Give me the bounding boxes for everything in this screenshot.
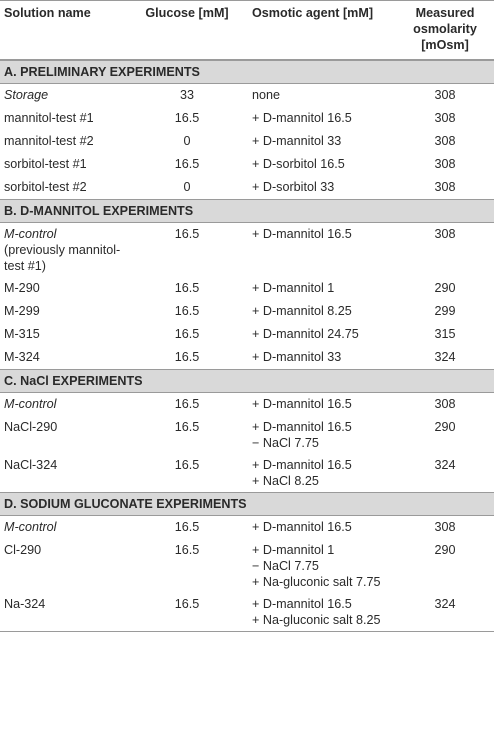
cell-measured-osmolarity: 299 bbox=[434, 304, 456, 318]
solution-name-text: Storage bbox=[4, 88, 49, 102]
cell-solution-name bbox=[0, 539, 126, 593]
cell-solution-name bbox=[0, 300, 126, 323]
osmotic-agent-line: + D-mannitol 1 bbox=[252, 543, 335, 557]
osmotic-agent-line: + D-sorbitol 33 bbox=[252, 180, 335, 194]
cell-glucose: 16.5 bbox=[174, 543, 200, 557]
cell-osmotic-agent bbox=[248, 223, 396, 278]
table-header-row bbox=[0, 1, 494, 61]
cell-glucose: 16.5 bbox=[174, 157, 200, 171]
section-header-row bbox=[0, 200, 494, 223]
cell-glucose: 0 bbox=[183, 134, 191, 148]
table-row bbox=[0, 516, 494, 540]
cell-solution-name bbox=[0, 277, 126, 300]
cell-osmotic-agent bbox=[248, 300, 396, 323]
cell-measured-osmolarity: 315 bbox=[434, 327, 456, 341]
table-body bbox=[0, 60, 494, 632]
section-header-row bbox=[0, 370, 494, 393]
osmotic-agent-line: − NaCl 7.75 bbox=[252, 559, 319, 573]
osmotic-agent-line: + D-mannitol 16.5 bbox=[252, 458, 352, 472]
cell-measured-osmolarity: 324 bbox=[396, 593, 494, 632]
header-osmotic-agent: Osmotic agent [mM] bbox=[248, 1, 396, 61]
section-title: B. D-MANNITOL EXPERIMENTS bbox=[0, 200, 494, 223]
table-row bbox=[0, 84, 494, 108]
osmotic-agent-line: + D-mannitol 8.25 bbox=[252, 304, 352, 318]
cell-glucose: 16.5 bbox=[174, 227, 200, 241]
solution-name-text: mannitol-test #2 bbox=[4, 134, 94, 148]
header-solution-name: Solution name bbox=[0, 1, 126, 61]
cell-osmotic-agent bbox=[248, 130, 396, 153]
cell-solution-name bbox=[0, 593, 126, 632]
table-row bbox=[0, 300, 494, 323]
cell-osmotic-agent bbox=[248, 323, 396, 346]
osmotic-agent-line: + D-mannitol 16.5 bbox=[252, 397, 352, 411]
cell-osmotic-agent bbox=[248, 454, 396, 493]
osmotic-agent-line: + D-mannitol 33 bbox=[252, 350, 342, 364]
osmotic-agent-line: + D-mannitol 16.5 bbox=[252, 111, 352, 125]
cell-osmotic-agent bbox=[248, 346, 396, 370]
osmotic-agent-line: + D-mannitol 16.5 bbox=[252, 597, 352, 611]
cell-osmotic-agent bbox=[248, 153, 396, 176]
cell-solution-name bbox=[0, 176, 126, 200]
header-measured-osmolarity: Measured osmolarity [mOsm] bbox=[396, 1, 494, 61]
table-row bbox=[0, 593, 494, 632]
solution-name-text: Na-324 bbox=[4, 597, 46, 611]
cell-glucose: 16.5 bbox=[174, 458, 200, 472]
cell-osmotic-agent bbox=[248, 516, 396, 540]
cell-measured-osmolarity: 324 bbox=[434, 350, 456, 364]
cell-solution-name bbox=[0, 346, 126, 370]
cell-glucose: 16.5 bbox=[174, 327, 200, 341]
cell-solution-name bbox=[0, 153, 126, 176]
cell-solution-name bbox=[0, 84, 126, 108]
solution-name-text: M-control bbox=[4, 520, 57, 534]
cell-solution-name bbox=[0, 223, 126, 278]
cell-osmotic-agent bbox=[248, 593, 396, 632]
cell-measured-osmolarity: 308 bbox=[434, 88, 456, 102]
cell-osmotic-agent bbox=[248, 107, 396, 130]
osmotic-agent-line: none bbox=[252, 88, 281, 102]
table-row bbox=[0, 323, 494, 346]
solution-name-text: M-290 bbox=[4, 281, 40, 295]
solution-name-text: sorbitol-test #2 bbox=[4, 180, 87, 194]
table-row bbox=[0, 416, 494, 454]
cell-measured-osmolarity: 308 bbox=[434, 180, 456, 194]
cell-glucose: 16.5 bbox=[174, 420, 200, 434]
table-row bbox=[0, 130, 494, 153]
cell-solution-name bbox=[0, 516, 126, 540]
osmotic-agent-line: + Na-gluconic salt 8.25 bbox=[252, 613, 381, 627]
solution-name-text: M-299 bbox=[4, 304, 40, 318]
cell-osmotic-agent bbox=[248, 277, 396, 300]
cell-glucose: 16.5 bbox=[174, 350, 200, 364]
cell-solution-name bbox=[0, 323, 126, 346]
cell-measured-osmolarity: 290 bbox=[434, 420, 456, 434]
osmotic-agent-line: + D-mannitol 16.5 bbox=[252, 520, 352, 534]
cell-measured-osmolarity: 308 bbox=[434, 134, 456, 148]
cell-measured-osmolarity: 290 bbox=[434, 281, 456, 295]
osmotic-agent-line: + D-sorbitol 16.5 bbox=[252, 157, 345, 171]
cell-solution-name bbox=[0, 393, 126, 417]
cell-measured-osmolarity: 290 bbox=[434, 543, 456, 557]
solution-name-text: NaCl-324 bbox=[4, 458, 58, 472]
osmotic-agent-line: + D-mannitol 1 bbox=[252, 281, 335, 295]
cell-measured-osmolarity: 308 bbox=[434, 397, 456, 411]
cell-glucose: 16.5 bbox=[174, 520, 200, 534]
table-row bbox=[0, 346, 494, 370]
cell-osmotic-agent bbox=[248, 539, 396, 593]
table-row bbox=[0, 539, 494, 593]
section-header-row bbox=[0, 60, 494, 84]
osmotic-agent-line: + D-mannitol 24.75 bbox=[252, 327, 359, 341]
solution-name-text: M-control bbox=[4, 397, 57, 411]
cell-measured-osmolarity: 308 bbox=[434, 157, 456, 171]
osmotic-agent-line: + NaCl 8.25 bbox=[252, 474, 319, 488]
cell-glucose: 16.5 bbox=[174, 304, 200, 318]
table-row bbox=[0, 393, 494, 417]
header-glucose: Glucose [mM] bbox=[126, 1, 248, 61]
cell-measured-osmolarity: 308 bbox=[434, 227, 456, 241]
cell-glucose: 0 bbox=[183, 180, 191, 194]
cell-solution-name bbox=[0, 416, 126, 454]
solution-name-text: M-324 bbox=[4, 350, 40, 364]
section-title: A. PRELIMINARY EXPERIMENTS bbox=[0, 60, 494, 84]
table-row bbox=[0, 107, 494, 130]
table-row bbox=[0, 277, 494, 300]
osmotic-agent-line: + D-mannitol 16.5 bbox=[252, 420, 352, 434]
solution-name-note: (previously mannitol-test #1) bbox=[4, 243, 121, 273]
table-row bbox=[0, 454, 494, 493]
cell-solution-name bbox=[0, 454, 126, 493]
table-row bbox=[0, 176, 494, 200]
solution-name-text: M-control bbox=[4, 227, 57, 241]
solution-name-text: M-315 bbox=[4, 327, 40, 341]
section-header-row bbox=[0, 493, 494, 516]
cell-solution-name bbox=[0, 130, 126, 153]
osmotic-agent-line: + D-mannitol 16.5 bbox=[252, 227, 352, 241]
cell-measured-osmolarity: 308 bbox=[434, 520, 456, 534]
cell-glucose: 33 bbox=[179, 88, 194, 102]
cell-glucose: 16.5 bbox=[126, 593, 248, 632]
solution-name-text: sorbitol-test #1 bbox=[4, 157, 87, 171]
table-row bbox=[0, 223, 494, 278]
cell-osmotic-agent bbox=[248, 393, 396, 417]
osmotic-agent-line: + Na-gluconic salt 7.75 bbox=[252, 575, 381, 589]
osmotic-agent-line: − NaCl 7.75 bbox=[252, 436, 319, 450]
cell-osmotic-agent bbox=[248, 176, 396, 200]
section-title: C. NaCl EXPERIMENTS bbox=[0, 370, 494, 393]
cell-solution-name bbox=[0, 107, 126, 130]
cell-osmotic-agent bbox=[248, 416, 396, 454]
cell-glucose: 16.5 bbox=[174, 397, 200, 411]
cell-osmotic-agent bbox=[248, 84, 396, 108]
osmotic-agent-line: + D-mannitol 33 bbox=[252, 134, 342, 148]
solution-name-text: mannitol-test #1 bbox=[4, 111, 94, 125]
table-row bbox=[0, 153, 494, 176]
solution-name-text: NaCl-290 bbox=[4, 420, 58, 434]
cell-measured-osmolarity: 308 bbox=[434, 111, 456, 125]
cell-glucose: 16.5 bbox=[174, 111, 200, 125]
cell-measured-osmolarity: 324 bbox=[434, 458, 456, 472]
section-title: D. SODIUM GLUCONATE EXPERIMENTS bbox=[0, 493, 494, 516]
solution-name-text: Cl-290 bbox=[4, 543, 42, 557]
cell-glucose: 16.5 bbox=[174, 281, 200, 295]
